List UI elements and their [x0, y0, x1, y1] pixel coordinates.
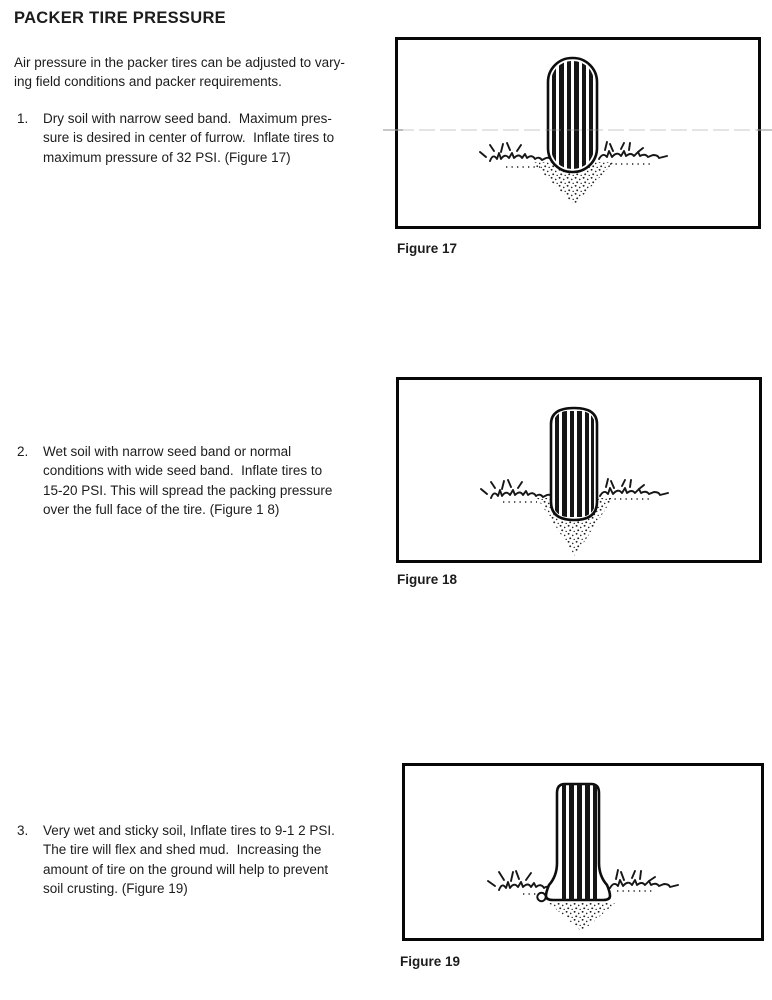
intro-line: Air pressure in the packer tires can be adjusted to vary-: [14, 55, 345, 70]
figure-19-frame: [402, 763, 764, 941]
tire-deep-furrow-illustration: [398, 40, 758, 226]
figure-17-frame: [395, 37, 761, 229]
figure-caption: Figure 18: [397, 572, 458, 587]
item-text-line: sure is desired in center of furrow. Inflate tires to: [43, 130, 335, 146]
page-title: PACKER TIRE PRESSURE: [14, 9, 226, 27]
item-text-line: The tire will flex and shed mud. Increasing the: [43, 842, 322, 858]
item-number: 3.: [17, 823, 29, 838]
figure-caption: Figure 19: [400, 954, 461, 969]
figure-18-frame: [396, 377, 762, 563]
intro-line: ing field conditions and packer requirements.: [14, 74, 282, 90]
scan-artifact-tick: [383, 129, 403, 131]
item-text-line: soil crusting. (Figure 19): [43, 880, 188, 896]
intro-paragraph: [14, 53, 345, 92]
item-text-line: conditions with wide seed band. Inflate tires to: [43, 463, 323, 479]
tire-flexing-illustration: [405, 766, 761, 938]
item-text-line: maximum pressure of 32 PSI. (Figure 17): [43, 149, 291, 165]
item-text-line: amount of tire on the ground will help to prevent: [43, 861, 329, 877]
grass-left: [499, 882, 554, 890]
item-text-line: Dry soil with narrow seed band. Maximum pres-: [43, 111, 332, 126]
item-text-line: over the full face of the tire. (Figure 1 8): [43, 501, 280, 517]
list-item-2: [17, 442, 332, 519]
item-text-line: Wet soil with narrow seed band or normal: [43, 444, 292, 459]
grass-left: [490, 153, 557, 161]
item-number: 1.: [17, 111, 29, 126]
figure-caption: Figure 17: [397, 241, 458, 256]
grass-right: [610, 880, 678, 888]
item-text-line: 15-20 PSI. This will spread the packing pressure: [43, 482, 333, 498]
scan-artifact-tick: [757, 129, 772, 131]
shed-mud-clod: [537, 893, 545, 901]
item-text-line: Very wet and sticky soil, Inflate tires to 9-1 2 PSI.: [43, 823, 335, 838]
item-number: 2.: [17, 444, 29, 459]
tire-full-face-illustration: [399, 380, 759, 560]
grass-right: [599, 151, 667, 159]
grass-left: [491, 490, 558, 498]
list-item-3: [17, 821, 335, 898]
grass-right: [600, 488, 668, 496]
soil-stipple: [549, 903, 615, 932]
list-item-1: [17, 109, 334, 167]
